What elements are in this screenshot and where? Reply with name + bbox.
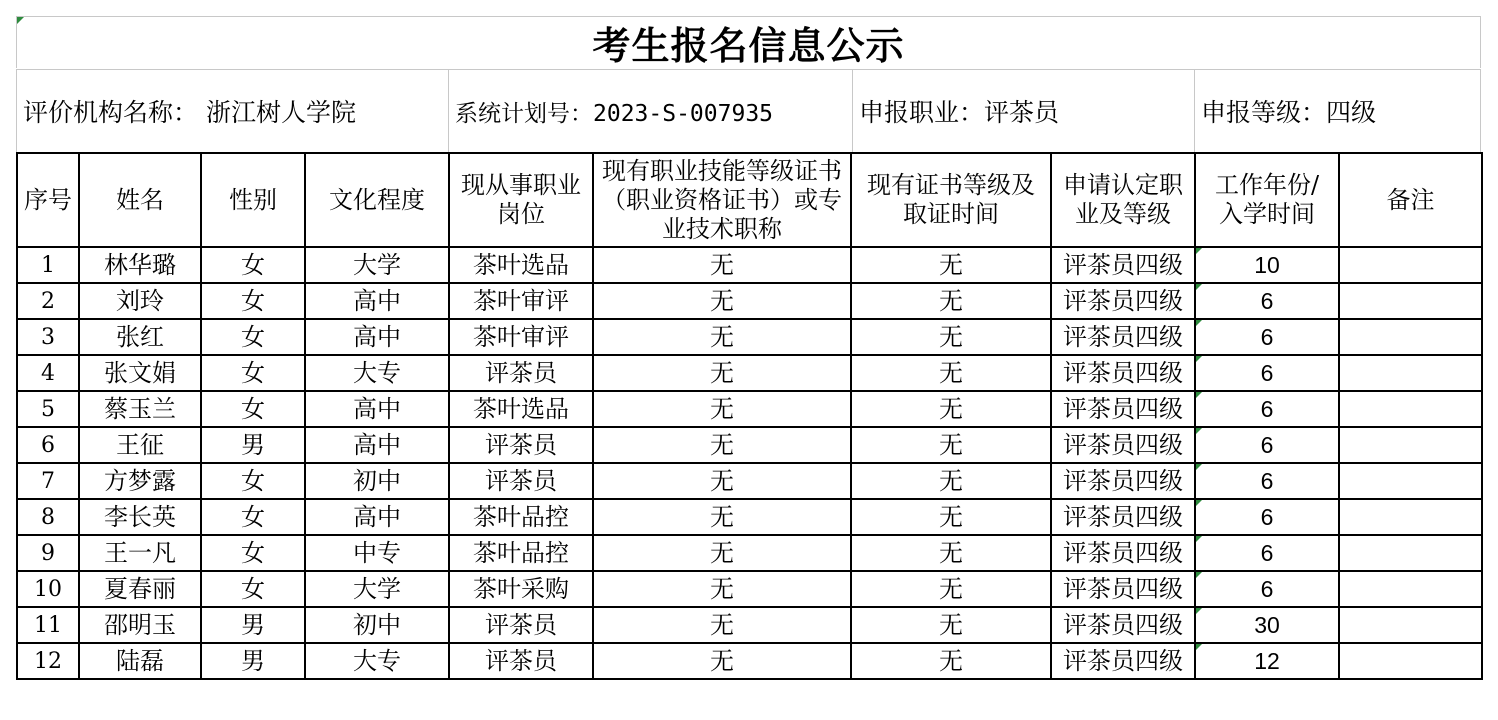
cell-remark[interactable]	[1339, 355, 1482, 391]
occupation-cell[interactable]: 申报职业：评茶员	[853, 70, 1195, 152]
cell-gender-text: 女	[241, 574, 265, 603]
cell-cert-text: 无	[710, 358, 734, 387]
cell-apply[interactable]	[1051, 391, 1195, 427]
cell-education-text: 高中	[353, 430, 401, 459]
table-row	[17, 571, 1482, 607]
cell-name[interactable]	[79, 499, 201, 535]
cell-name-text: 王一凡	[104, 538, 176, 567]
cell-apply[interactable]	[1051, 319, 1195, 355]
cell-cert-level-text: 无	[939, 610, 963, 639]
cell-position-text: 茶叶审评	[473, 322, 569, 351]
cell-years-text: 6	[1260, 431, 1274, 458]
number-as-text-marker-icon	[1196, 320, 1202, 326]
level-cell[interactable]: 申报等级：四级	[1201, 98, 1377, 127]
cell-position-text: 评茶员	[485, 610, 557, 639]
cell-position[interactable]	[449, 247, 593, 283]
number-as-text-marker-icon	[1196, 428, 1202, 434]
cell-position[interactable]	[449, 499, 593, 535]
cell-position-text: 评茶员	[485, 646, 557, 675]
cell-cert-text: 无	[710, 394, 734, 423]
cell-cert[interactable]	[593, 463, 851, 499]
cell-position-text: 评茶员	[485, 430, 557, 459]
cell-education[interactable]	[305, 643, 449, 679]
cell-cert[interactable]	[593, 643, 851, 679]
cell-cert-level-text: 无	[939, 394, 963, 423]
cell-position[interactable]	[449, 535, 593, 571]
cell-cert-level[interactable]	[851, 571, 1051, 607]
cell-cert-level-text: 无	[939, 574, 963, 603]
cell-gender-text: 女	[241, 466, 265, 495]
cell-education[interactable]	[305, 571, 449, 607]
cell-gender-text: 女	[241, 358, 265, 387]
cell-cert-level-text: 无	[939, 502, 963, 531]
cell-apply[interactable]	[1051, 463, 1195, 499]
table-row	[17, 463, 1482, 499]
cell-education-text: 初中	[353, 610, 401, 639]
cell-cert-level[interactable]	[851, 499, 1051, 535]
cell-name[interactable]	[79, 355, 201, 391]
cell-position[interactable]	[449, 643, 593, 679]
table-row	[17, 283, 1482, 319]
cell-name[interactable]	[79, 571, 201, 607]
cell-education[interactable]	[305, 319, 449, 355]
cell-remark[interactable]	[1339, 319, 1482, 355]
cell-cert-level[interactable]	[851, 463, 1051, 499]
cell-seq[interactable]	[17, 607, 79, 643]
number-as-text-marker-icon	[1196, 608, 1202, 614]
header-years-text: 工作年份/入学时间	[1214, 171, 1320, 228]
number-as-text-marker-icon	[1196, 536, 1202, 542]
cell-gender-text: 女	[241, 502, 265, 531]
cell-apply[interactable]	[1051, 643, 1195, 679]
cell-cert-text: 无	[710, 538, 734, 567]
header-cert-level-text: 现有证书等级及取证时间	[867, 171, 1035, 228]
cell-seq[interactable]	[17, 499, 79, 535]
cell-years-text: 6	[1260, 539, 1274, 566]
plan-number-cell[interactable]	[449, 70, 853, 152]
cell-education[interactable]	[305, 247, 449, 283]
cell-years[interactable]	[1195, 391, 1339, 427]
cell-seq-text: 4	[41, 361, 55, 386]
cell-cert-level-text: 无	[939, 646, 963, 675]
cell-name-text: 张文娟	[104, 358, 176, 387]
cell-gender[interactable]	[201, 607, 305, 643]
cell-cert-level[interactable]	[851, 535, 1051, 571]
cell-apply-text: 评茶员四级	[1063, 358, 1183, 387]
cell-years[interactable]	[1195, 283, 1339, 319]
cell-gender-text: 男	[241, 430, 265, 459]
cell-education-text: 大学	[353, 574, 401, 603]
cell-years-text: 6	[1260, 503, 1274, 530]
cell-cert[interactable]	[593, 499, 851, 535]
cell-gender[interactable]	[201, 247, 305, 283]
cell-seq-text: 7	[41, 469, 55, 494]
cell-position[interactable]	[449, 283, 593, 319]
cell-gender[interactable]	[201, 355, 305, 391]
cell-education-text: 高中	[353, 502, 401, 531]
table-row	[17, 427, 1482, 463]
cell-gender-text: 女	[241, 286, 265, 315]
cell-education-text: 大专	[353, 358, 401, 387]
number-as-text-marker-icon	[1196, 464, 1202, 470]
cell-position[interactable]	[449, 427, 593, 463]
cell-position-text: 茶叶选品	[473, 250, 569, 279]
cell-apply-text: 评茶员四级	[1063, 286, 1183, 315]
plan-number-text: 系统计划号：2023-S-007935	[455, 100, 774, 127]
cell-cert-text: 无	[710, 430, 734, 459]
cell-cert-level[interactable]	[851, 643, 1051, 679]
cell-cert[interactable]	[593, 571, 851, 607]
cell-cert[interactable]	[593, 355, 851, 391]
cell-years-text: 6	[1260, 467, 1274, 494]
table-row	[17, 643, 1482, 679]
cell-apply-text: 评茶员四级	[1063, 250, 1183, 279]
cell-apply[interactable]	[1051, 283, 1195, 319]
header-gender[interactable]: 性别	[201, 153, 305, 247]
cell-cert-level-text: 无	[939, 286, 963, 315]
cell-seq[interactable]	[17, 463, 79, 499]
cell-years-text: 6	[1260, 359, 1274, 386]
cell-seq-text: 11	[34, 613, 62, 638]
cell-cert-text: 无	[710, 574, 734, 603]
cell-education[interactable]	[305, 391, 449, 427]
cell-position-text: 评茶员	[485, 466, 557, 495]
cell-apply[interactable]	[1051, 499, 1195, 535]
cell-gender[interactable]	[201, 391, 305, 427]
cell-name-text: 方梦露	[104, 466, 176, 495]
cell-education[interactable]	[305, 355, 449, 391]
header-position-text: 现从事职业岗位	[461, 171, 581, 228]
applicant-table	[16, 152, 1483, 680]
header-education[interactable]: 文化程度	[305, 153, 449, 247]
cell-apply-text: 评茶员四级	[1063, 502, 1183, 531]
cell-cert-level-text: 无	[939, 538, 963, 567]
cell-apply-text: 评茶员四级	[1063, 430, 1183, 459]
number-as-text-marker-icon	[1196, 392, 1202, 398]
header-name[interactable]: 姓名	[79, 153, 201, 247]
cell-cert-level-text: 无	[939, 358, 963, 387]
cell-position-text: 茶叶采购	[473, 574, 569, 603]
cell-cert-level[interactable]	[851, 283, 1051, 319]
cell-position[interactable]	[449, 571, 593, 607]
number-as-text-marker-icon	[1196, 284, 1202, 290]
cell-years[interactable]	[1195, 643, 1339, 679]
cell-name-text: 邵明玉	[104, 610, 176, 639]
cell-cert[interactable]	[593, 427, 851, 463]
cell-gender-text: 女	[241, 394, 265, 423]
cell-cert-text: 无	[710, 250, 734, 279]
cell-cert[interactable]	[593, 535, 851, 571]
cell-seq[interactable]	[17, 571, 79, 607]
cell-gender[interactable]	[201, 535, 305, 571]
header-remark[interactable]: 备注	[1339, 153, 1482, 247]
cell-gender-text: 女	[241, 250, 265, 279]
number-as-text-marker-icon	[1196, 644, 1202, 650]
cell-seq[interactable]	[17, 283, 79, 319]
cell-cert-level[interactable]	[851, 391, 1051, 427]
cell-name[interactable]	[79, 247, 201, 283]
cell-years[interactable]	[1195, 427, 1339, 463]
table-row	[17, 319, 1482, 355]
cell-education-text: 初中	[353, 466, 401, 495]
cell-seq[interactable]	[17, 319, 79, 355]
cell-gender[interactable]	[201, 319, 305, 355]
cell-cert-level[interactable]	[851, 355, 1051, 391]
cell-education-text: 大学	[353, 250, 401, 279]
cell-seq-text: 12	[34, 649, 62, 674]
cell-seq-text: 8	[41, 505, 55, 530]
cell-position-text: 茶叶选品	[473, 394, 569, 423]
cell-years[interactable]	[1195, 355, 1339, 391]
cell-gender[interactable]	[201, 283, 305, 319]
cell-cert-level[interactable]	[851, 427, 1051, 463]
cell-education-text: 高中	[353, 286, 401, 315]
cell-education[interactable]	[305, 499, 449, 535]
cell-name[interactable]	[79, 319, 201, 355]
cell-seq[interactable]	[17, 391, 79, 427]
cell-education[interactable]	[305, 535, 449, 571]
cell-gender-text: 女	[241, 538, 265, 567]
cell-seq[interactable]	[17, 355, 79, 391]
cell-seq[interactable]	[17, 247, 79, 283]
cell-education-text: 大专	[353, 646, 401, 675]
cell-years-text: 6	[1260, 287, 1274, 314]
header-cert-text: 现有职业技能等级证书（职业资格证书）或专业技术职称	[602, 156, 842, 243]
cell-education[interactable]	[305, 607, 449, 643]
cell-remark[interactable]	[1339, 427, 1482, 463]
cell-years-text: 30	[1254, 611, 1280, 638]
cell-cert-text: 无	[710, 646, 734, 675]
cell-education[interactable]	[305, 427, 449, 463]
cell-position[interactable]	[449, 463, 593, 499]
cell-cert-level[interactable]	[851, 607, 1051, 643]
cell-cert-level-text: 无	[939, 466, 963, 495]
cell-cert-text: 无	[710, 466, 734, 495]
header-years[interactable]	[1195, 153, 1339, 247]
cell-name[interactable]	[79, 607, 201, 643]
cell-name[interactable]	[79, 391, 201, 427]
cell-cert[interactable]	[593, 247, 851, 283]
cell-remark[interactable]	[1339, 643, 1482, 679]
cell-apply[interactable]	[1051, 247, 1195, 283]
cell-gender-text: 女	[241, 322, 265, 351]
cell-remark[interactable]	[1339, 607, 1482, 643]
cell-years-text: 6	[1260, 323, 1274, 350]
cell-gender-text: 男	[241, 646, 265, 675]
cell-education-text: 高中	[353, 394, 401, 423]
cell-name[interactable]	[79, 283, 201, 319]
cell-name-text: 林华璐	[104, 250, 176, 279]
cell-name[interactable]	[79, 463, 201, 499]
cell-cert-text: 无	[710, 322, 734, 351]
cell-cert[interactable]	[593, 283, 851, 319]
cell-gender[interactable]	[201, 499, 305, 535]
table-row	[17, 535, 1482, 571]
header-cert-level[interactable]	[851, 153, 1051, 247]
cell-remark[interactable]	[1339, 463, 1482, 499]
table-row	[17, 355, 1482, 391]
cell-name-text: 陆磊	[116, 646, 164, 675]
cell-seq-text: 3	[41, 325, 55, 350]
cell-apply[interactable]	[1051, 355, 1195, 391]
header-position[interactable]	[449, 153, 593, 247]
cell-apply-text: 评茶员四级	[1063, 394, 1183, 423]
number-as-text-marker-icon	[1196, 500, 1202, 506]
cell-marker-icon	[17, 17, 24, 24]
table-row	[17, 247, 1482, 283]
cell-seq[interactable]	[17, 427, 79, 463]
cell-cert[interactable]	[593, 319, 851, 355]
cell-years-text: 6	[1260, 575, 1274, 602]
cell-seq-text: 2	[41, 289, 55, 314]
header-apply[interactable]	[1051, 153, 1195, 247]
cell-education-text: 中专	[353, 538, 401, 567]
table-row	[17, 391, 1482, 427]
cell-years[interactable]	[1195, 607, 1339, 643]
cell-cert-level[interactable]	[851, 319, 1051, 355]
header-apply-text: 申请认定职业及等级	[1063, 171, 1183, 228]
cell-position[interactable]	[449, 391, 593, 427]
cell-position[interactable]	[449, 319, 593, 355]
cell-cert-text: 无	[710, 502, 734, 531]
cell-gender-text: 男	[241, 610, 265, 639]
cell-name-text: 张红	[116, 322, 164, 351]
cell-apply-text: 评茶员四级	[1063, 538, 1183, 567]
number-as-text-marker-icon	[1196, 356, 1202, 362]
cell-seq-text: 5	[41, 397, 55, 422]
cell-gender[interactable]	[201, 463, 305, 499]
cell-gender[interactable]	[201, 643, 305, 679]
cell-years[interactable]	[1195, 535, 1339, 571]
cell-apply-text: 评茶员四级	[1063, 322, 1183, 351]
cell-seq-text: 1	[41, 253, 55, 278]
cell-remark[interactable]	[1339, 499, 1482, 535]
cell-position[interactable]	[449, 355, 593, 391]
cell-years-text: 6	[1260, 395, 1274, 422]
cell-position-text: 茶叶审评	[473, 286, 569, 315]
cell-seq[interactable]	[17, 535, 79, 571]
cell-remark[interactable]	[1339, 571, 1482, 607]
cell-seq[interactable]	[17, 643, 79, 679]
cell-name-text: 刘玲	[116, 286, 164, 315]
cell-position[interactable]	[449, 607, 593, 643]
cell-gender[interactable]	[201, 571, 305, 607]
cell-cert-text: 无	[710, 286, 734, 315]
cell-remark[interactable]	[1339, 391, 1482, 427]
cell-cert-level-text: 无	[939, 250, 963, 279]
cell-years-text: 12	[1254, 647, 1280, 674]
cell-years[interactable]	[1195, 463, 1339, 499]
cell-seq-text: 10	[34, 577, 62, 602]
cell-gender[interactable]	[201, 427, 305, 463]
table-row	[17, 499, 1482, 535]
cell-cert-level[interactable]	[851, 247, 1051, 283]
cell-position-text: 评茶员	[485, 358, 557, 387]
cell-apply-text: 评茶员四级	[1063, 646, 1183, 675]
page-title	[16, 16, 1481, 68]
cell-position-text: 茶叶品控	[473, 538, 569, 567]
table-row	[17, 607, 1482, 643]
cell-apply[interactable]	[1051, 571, 1195, 607]
cell-years[interactable]	[1195, 247, 1339, 283]
institution-cell[interactable]: 评价机构名称： 浙江树人学院	[17, 70, 449, 152]
cell-name[interactable]	[79, 427, 201, 463]
cell-name-text: 夏春丽	[104, 574, 176, 603]
cell-education[interactable]	[305, 463, 449, 499]
info-row	[16, 69, 1481, 152]
header-seq[interactable]: 序号	[17, 153, 79, 247]
number-as-text-marker-icon	[1196, 572, 1202, 578]
cell-education-text: 高中	[353, 322, 401, 351]
cell-seq-text: 9	[41, 541, 55, 566]
header-row	[17, 153, 1482, 247]
cell-name-text: 李长英	[104, 502, 176, 531]
cell-position-text: 茶叶品控	[473, 502, 569, 531]
cell-remark[interactable]	[1339, 283, 1482, 319]
cell-name[interactable]	[79, 535, 201, 571]
cell-seq-text: 6	[41, 433, 55, 458]
cell-years[interactable]	[1195, 499, 1339, 535]
cell-name-text: 蔡玉兰	[104, 394, 176, 423]
cell-years[interactable]	[1195, 571, 1339, 607]
cell-apply-text: 评茶员四级	[1063, 574, 1183, 603]
header-cert[interactable]	[593, 153, 851, 247]
cell-name-text: 王征	[116, 430, 164, 459]
cell-apply[interactable]	[1051, 535, 1195, 571]
number-as-text-marker-icon	[1196, 248, 1202, 254]
cell-years[interactable]	[1195, 319, 1339, 355]
cell-apply-text: 评茶员四级	[1063, 610, 1183, 639]
cell-years-text: 10	[1254, 251, 1280, 278]
cell-cert[interactable]	[593, 391, 851, 427]
cell-education[interactable]	[305, 283, 449, 319]
cell-name[interactable]	[79, 643, 201, 679]
cell-cert[interactable]	[593, 607, 851, 643]
cell-remark[interactable]	[1339, 247, 1482, 283]
cell-cert-level-text: 无	[939, 322, 963, 351]
cell-cert-level-text: 无	[939, 430, 963, 459]
cell-apply[interactable]	[1051, 427, 1195, 463]
cell-apply-text: 评茶员四级	[1063, 466, 1183, 495]
cell-apply[interactable]	[1051, 607, 1195, 643]
title-text: 考生报名信息公示	[592, 23, 905, 68]
cell-remark[interactable]	[1339, 535, 1482, 571]
cell-cert-text: 无	[710, 610, 734, 639]
